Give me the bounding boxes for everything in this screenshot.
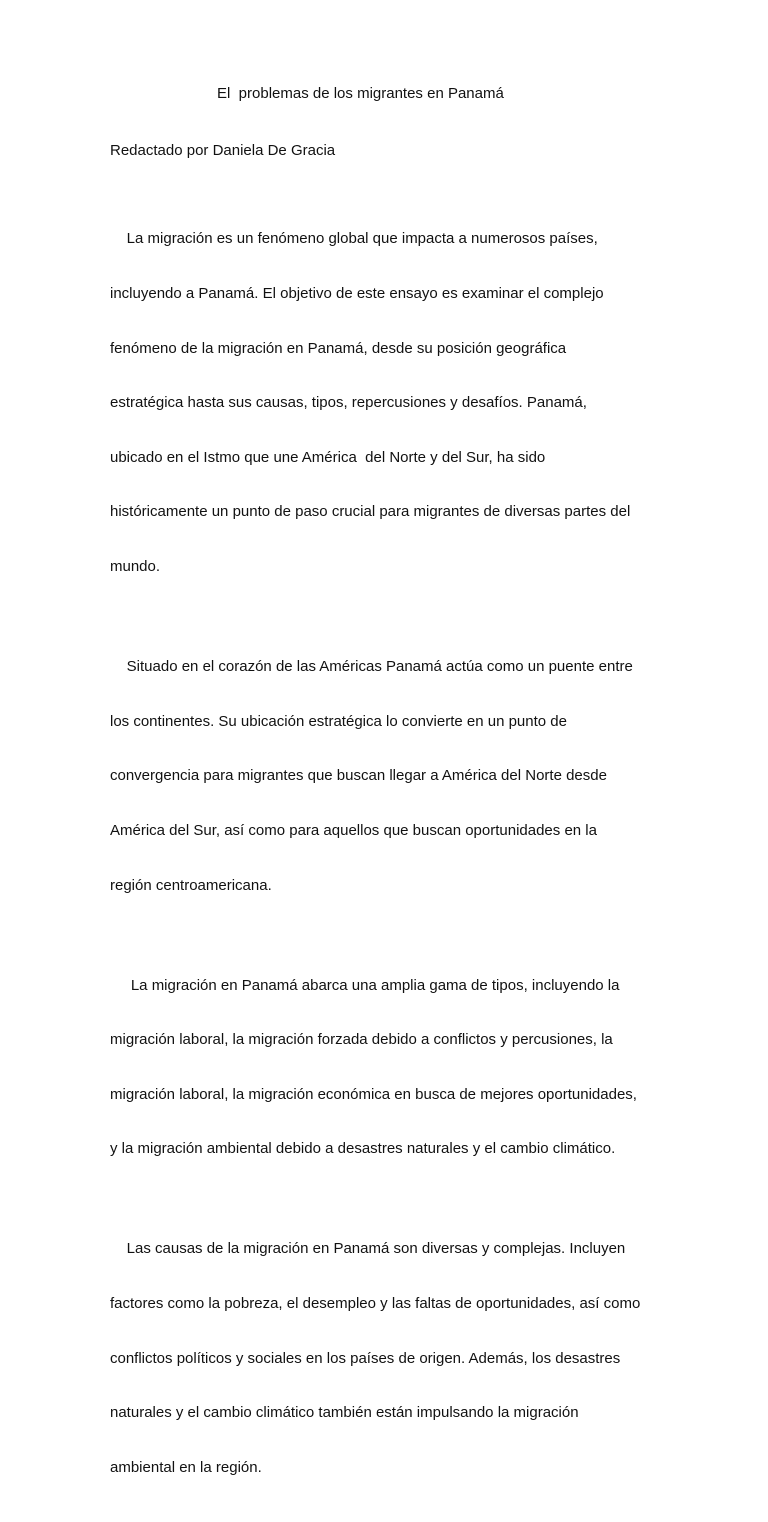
text-line: La migración en Panamá abarca una amplia gama de tipos, incluyendo la	[110, 976, 620, 994]
text-line: convergencia para migrantes que buscan llegar a América del Norte desde	[110, 767, 607, 785]
text-line: Situado en el corazón de las Américas Panamá actúa como un puente entre	[110, 658, 633, 676]
text-line: incluyendo a Panamá. El objetivo de este ensayo es examinar el complejo	[110, 285, 604, 303]
text-line: naturales y el cambio climático también están impulsando la migración	[110, 1404, 579, 1422]
text-line: históricamente un punto de paso crucial para migrantes de diversas partes del	[110, 503, 631, 521]
text-line: factores como la pobreza, el desempleo y las faltas de oportunidades, así como	[110, 1294, 641, 1312]
document-title: El problemas de los migrantes en Panamá	[217, 85, 504, 102]
text-line: mundo.	[110, 558, 161, 576]
text-line: ambiental en la región.	[110, 1458, 262, 1476]
text-line: los continentes. Su ubicación estratégica lo convierte en un punto de	[110, 712, 567, 730]
text-line: conflictos políticos y sociales en los países de origen. Además, los desastres	[110, 1349, 621, 1367]
text-line: La migración es un fenómeno global que impacta a numerosos países,	[110, 230, 598, 248]
paragraph-4	[110, 1204, 665, 1513]
text-line: migración laboral, la migración económica en busca de mejores oportunidades,	[110, 1085, 637, 1103]
text-line: fenómeno de la migración en Panamá, desde su posición geográfica	[110, 339, 567, 357]
text-line: Las causas de la migración en Panamá son diversas y complejas. Incluyen	[110, 1240, 626, 1258]
paragraph-2	[110, 622, 665, 931]
text-line: región centroamericana.	[110, 876, 272, 894]
text-line: estratégica hasta sus causas, tipos, repercusiones y desafíos. Panamá,	[110, 394, 587, 412]
text-line: migración laboral, la migración forzada debido a conflictos y percusiones, la	[110, 1031, 613, 1049]
paragraph-3	[110, 940, 665, 1195]
document-body	[110, 194, 665, 1522]
text-line: ubicado en el Istmo que une América del Norte y del Sur, ha sido	[110, 448, 546, 466]
text-line: América del Sur, así como para aquellos que buscan oportunidades en la	[110, 821, 597, 839]
text-line: y la migración ambiental debido a desastres naturales y el cambio climático.	[110, 1140, 616, 1158]
author-line: Redactado por Daniela De Gracia	[110, 142, 336, 159]
paragraph-1	[110, 194, 665, 613]
